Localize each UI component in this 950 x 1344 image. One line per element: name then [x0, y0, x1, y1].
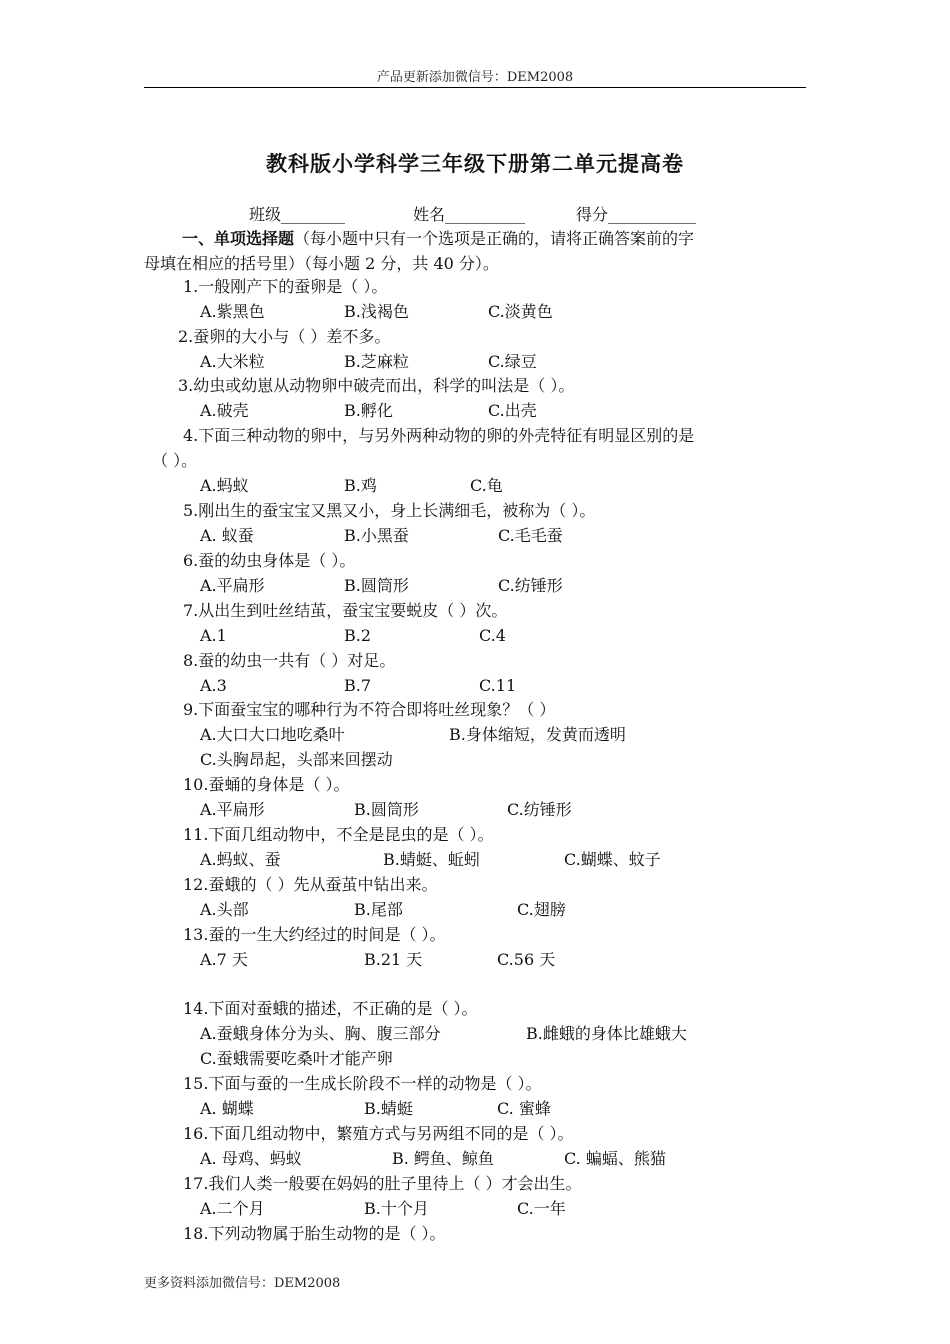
- q12-option-a: A.头部: [200, 900, 249, 919]
- q17-option-c: C.一年: [517, 1199, 566, 1218]
- page-footer: 更多资料添加微信号：DEM2008: [144, 1276, 341, 1291]
- question-15: 15.下面与蚕的一生成长阶段不一样的动物是（ ）。: [183, 1074, 542, 1093]
- class-field: 班级________: [249, 205, 346, 224]
- question-5: 5.刚出生的蚕宝宝又黑又小，身上长满细毛，被称为（ ）。: [183, 501, 596, 520]
- q5-option-c: C.毛毛蚕: [498, 526, 563, 545]
- q11-option-c: C.蝴蝶、蚊子: [564, 850, 661, 869]
- q1-option-b: B.浅褐色: [344, 302, 409, 321]
- q10-option-a: A.平扁形: [200, 800, 265, 819]
- q4-option-c: C.龟: [470, 476, 503, 495]
- section-heading: 一、单项选择题: [182, 229, 295, 248]
- q9-option-c: C.头胸昂起，头部来回摆动: [200, 750, 393, 769]
- q11-option-a: A.蚂蚁、蚕: [200, 850, 281, 869]
- q5-option-b: B.小黑蚕: [344, 526, 409, 545]
- q6-option-a: A.平扁形: [200, 576, 265, 595]
- q13-option-a: A.7 天: [200, 950, 248, 969]
- q13-option-c: C.56 天: [497, 950, 556, 969]
- score-field: 得分___________: [576, 205, 697, 224]
- q15-option-c: C. 蜜蜂: [497, 1099, 551, 1118]
- question-16: 16.下面几组动物中，繁殖方式与另两组不同的是（ ）。: [183, 1124, 574, 1143]
- section-instructions: [144, 226, 806, 276]
- question-7: 7.从出生到吐丝结茧，蚕宝宝要蜕皮（ ）次。: [183, 601, 508, 620]
- q2-option-a: A.大米粒: [200, 352, 265, 371]
- header-divider: [144, 87, 806, 88]
- q6-option-b: B.圆筒形: [344, 576, 409, 595]
- page-title: 教科版小学科学三年级下册第二单元提高卷: [266, 151, 684, 176]
- q1-option-a: A.紫黑色: [200, 302, 265, 321]
- q2-option-b: B.芝麻粒: [344, 352, 409, 371]
- q1-option-c: C.淡黄色: [488, 302, 553, 321]
- question-1: 1.一般刚产下的蚕卵是（ ）。: [183, 277, 388, 296]
- q12-option-c: C.翅膀: [517, 900, 566, 919]
- question-14: 14.下面对蚕蛾的描述，不正确的是（ ）。: [183, 999, 478, 1018]
- q14-option-c: C.蚕蛾需要吃桑叶才能产卵: [200, 1049, 393, 1068]
- q17-option-b: B.十个月: [364, 1199, 429, 1218]
- q16-option-c: C. 蝙蝠、熊猫: [564, 1149, 666, 1168]
- q13-option-b: B.21 天: [364, 950, 423, 969]
- q11-option-b: B.蜻蜓、蚯蚓: [383, 850, 480, 869]
- q4-option-a: A.蚂蚁: [200, 476, 249, 495]
- question-13: 13.蚕的一生大约经过的时间是（ ）。: [183, 925, 446, 944]
- question-8: 8.蚕的幼虫一共有（ ）对足。: [183, 651, 396, 670]
- q8-option-a: A.3: [200, 676, 227, 695]
- section-instr-2: 母填在相应的括号里）（每小题 2 分，共 40 分）。: [144, 254, 499, 273]
- q8-option-b: B.7: [344, 676, 372, 695]
- question-10: 10.蚕蛹的身体是（ ）。: [183, 775, 350, 794]
- q8-option-c: C.11: [479, 676, 517, 695]
- q15-option-b: B.蜻蜓: [364, 1099, 413, 1118]
- q6-option-c: C.纺锤形: [498, 576, 563, 595]
- q3-option-b: B.孵化: [344, 401, 393, 420]
- q16-option-b: B. 鳄鱼、鲸鱼: [392, 1149, 494, 1168]
- q12-option-b: B.尾部: [354, 900, 403, 919]
- q17-option-a: A.二个月: [200, 1199, 265, 1218]
- q4-option-b: B.鸡: [344, 476, 377, 495]
- question-4: 4.下面三种动物的卵中，与另外两种动物的卵的外壳特征有明显区别的是: [183, 426, 695, 445]
- question-3: 3.幼虫或幼崽从动物卵中破壳而出，科学的叫法是（ ）。: [178, 376, 575, 395]
- q14-option-b: B.雌蛾的身体比雄蛾大: [526, 1024, 687, 1043]
- q10-option-c: C.纺锤形: [507, 800, 572, 819]
- q3-option-a: A.破壳: [200, 401, 249, 420]
- q10-option-b: B.圆筒形: [354, 800, 419, 819]
- name-field: 姓名__________: [413, 205, 526, 224]
- q5-option-a: A. 蚁蚕: [200, 526, 254, 545]
- q7-option-b: B.2: [344, 626, 372, 645]
- q15-option-a: A. 蝴蝶: [200, 1099, 254, 1118]
- q3-option-c: C.出壳: [488, 401, 537, 420]
- page-header: 产品更新添加微信号：DEM2008: [376, 70, 574, 85]
- q14-option-a: A.蚕蛾身体分为头、胸、腹三部分: [200, 1024, 441, 1043]
- question-11: 11.下面几组动物中，不全是昆虫的是（ ）。: [183, 825, 494, 844]
- q9-option-a: A.大口大口地吃桑叶: [200, 725, 345, 744]
- section-instr-1: （每小题中只有一个选项是正确的，请将正确答案前的字: [294, 229, 695, 248]
- question-6: 6.蚕的幼虫身体是（ ）。: [183, 551, 356, 570]
- question-2: 2.蚕卵的大小与（ ）差不多。: [178, 327, 391, 346]
- question-17: 17.我们人类一般要在妈妈的肚子里待上（ ）才会出生。: [183, 1174, 582, 1193]
- question-18: 18.下列动物属于胎生动物的是（ ）。: [183, 1224, 446, 1243]
- q7-option-a: A.1: [200, 626, 227, 645]
- q9-option-b: B.身体缩短，发黄而透明: [449, 725, 626, 744]
- q16-option-a: A. 母鸡、蚂蚁: [200, 1149, 302, 1168]
- q2-option-c: C.绿豆: [488, 352, 537, 371]
- question-9: 9.下面蚕宝宝的哪种行为不符合即将吐丝现象？（ ）: [183, 700, 556, 719]
- question-12: 12.蚕蛾的（ ）先从蚕茧中钻出来。: [183, 875, 438, 894]
- q7-option-c: C.4: [479, 626, 506, 645]
- question-4-cont: （ ）。: [152, 451, 198, 470]
